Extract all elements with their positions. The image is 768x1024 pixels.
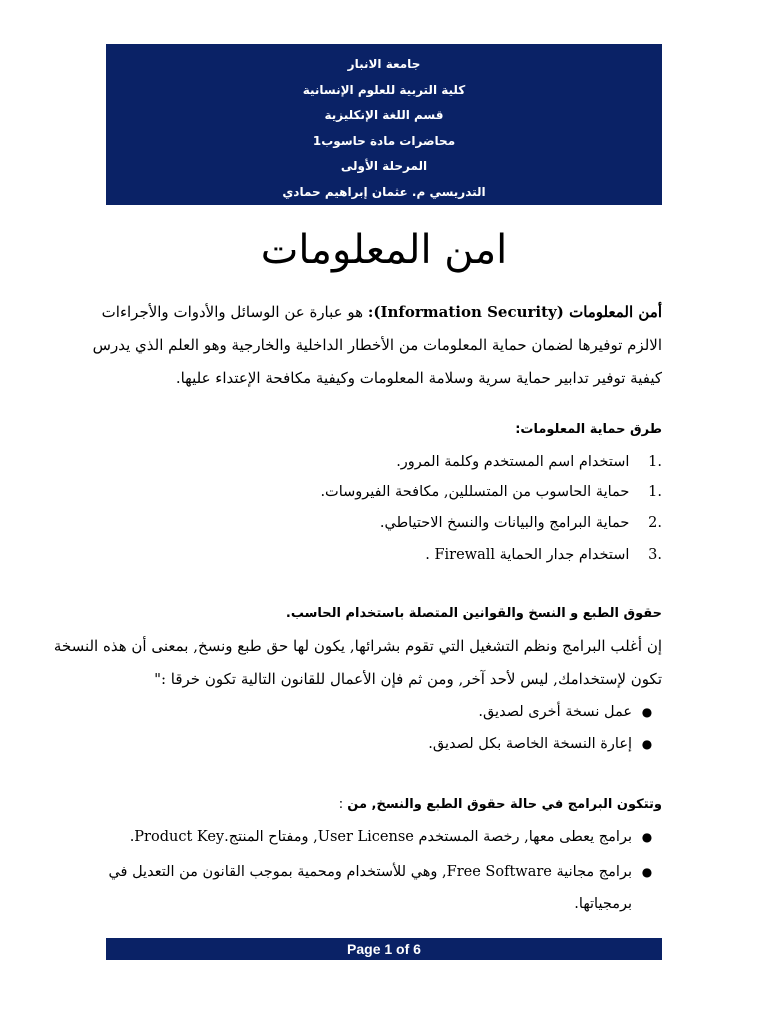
item-text: حماية البرامج والبيانات والنسخ الاحتياطي. [379, 515, 630, 531]
page-number: Page 1 of 6 [347, 941, 421, 957]
methods-item [122, 547, 662, 563]
methods-heading: طرق حماية المعلومات: [515, 422, 662, 437]
intro-line-3: كيفية توفير تدابير حماية سرية وسلامة المعلومات وكيفية مكافحة الإعتداء عليها. [175, 369, 662, 387]
intro-line-1-rest: هو عبارة عن الوسائل والأدوات والأجراءات [101, 303, 368, 321]
methods-item [122, 484, 662, 500]
item-text: حماية الحاسوب من المتسللين, مكافحة الفيروسات. [320, 484, 630, 500]
bullet-dot: ● [641, 830, 653, 844]
bullet-text: برامج مجانية Free Software, وهي للأستخدام ومحمية بموجب القانون من التعديل في [108, 864, 632, 880]
bullet-dot: ● [641, 865, 653, 879]
bullet-text: برامج يعطى معها, رخصة المستخدم User License, ومفتاح المنتج.Product Key. [129, 829, 632, 845]
bullet-dot: ● [641, 705, 653, 719]
copyright-heading: حقوق الطبع و النسخ والقوانين المتصلة باستخدام الحاسب. [285, 606, 662, 621]
bullet-text: عمل نسخة أخرى لصديق. [478, 704, 632, 720]
department-name: قسم اللغة الإنكليزية [324, 108, 444, 122]
forms-heading [102, 797, 662, 812]
item-number: 1. [648, 454, 662, 470]
item-text: استخدام اسم المستخدم وكلمة المرور. [396, 454, 630, 470]
university-name: جامعة الانبار [347, 57, 421, 71]
forms-heading-tail: : [338, 797, 348, 812]
forms-bullet [108, 864, 662, 880]
item-number: 3. [648, 547, 662, 563]
copyright-bullet [122, 704, 662, 720]
item-number: 1. [648, 484, 662, 500]
course-name: محاضرات مادة حاسوب1 [312, 133, 456, 148]
copyright-line-1: إن أغلب البرامج ونظم التشغيل التي تقوم بشرائها, يكون لها حق طبع ونسخ, بمعنى أن هذه النسخة [53, 637, 662, 655]
bullet-text: إعارة النسخة الخاصة بكل لصديق. [428, 736, 632, 752]
page-footer [106, 938, 662, 960]
intro-line-1 [101, 296, 662, 329]
forms-continuation: برمجياتها. [574, 896, 632, 912]
intro-line-2: الالزم توفيرها لضمان حماية المعلومات من الأخطار الداخلية والخارجية وهو العلم الذي يدرس [92, 336, 662, 354]
intro-term: أمن المعلومات (Information Security): [367, 303, 662, 321]
item-number: 2. [648, 515, 662, 531]
item-text: استخدام جدار الحماية Firewall . [425, 547, 630, 563]
copyright-bullet [122, 736, 662, 752]
college-name: كلية التربية للعلوم الإنسانية [302, 82, 466, 97]
instructor-name: التدريسي م. عثمان إبراهيم حمادي [282, 184, 486, 199]
stage-name: المرحلة الأولى [340, 159, 428, 173]
header-banner [106, 44, 662, 205]
intro-paragraph [92, 296, 662, 395]
copyright-paragraph [53, 630, 662, 696]
methods-item [122, 454, 662, 470]
copyright-line-2: تكون لإستخدامك, ليس لأحد آخر, ومن ثم فإن الأعمال للقانون التالية تكون خرقا :" [154, 670, 662, 688]
page-title: امن المعلومات [260, 227, 508, 273]
forms-heading-text: وتتكون البرامج في حالة حقوق الطبع والنسخ, من [347, 797, 662, 812]
forms-bullet [122, 829, 662, 845]
bullet-dot: ● [641, 737, 653, 751]
methods-item [122, 515, 662, 531]
